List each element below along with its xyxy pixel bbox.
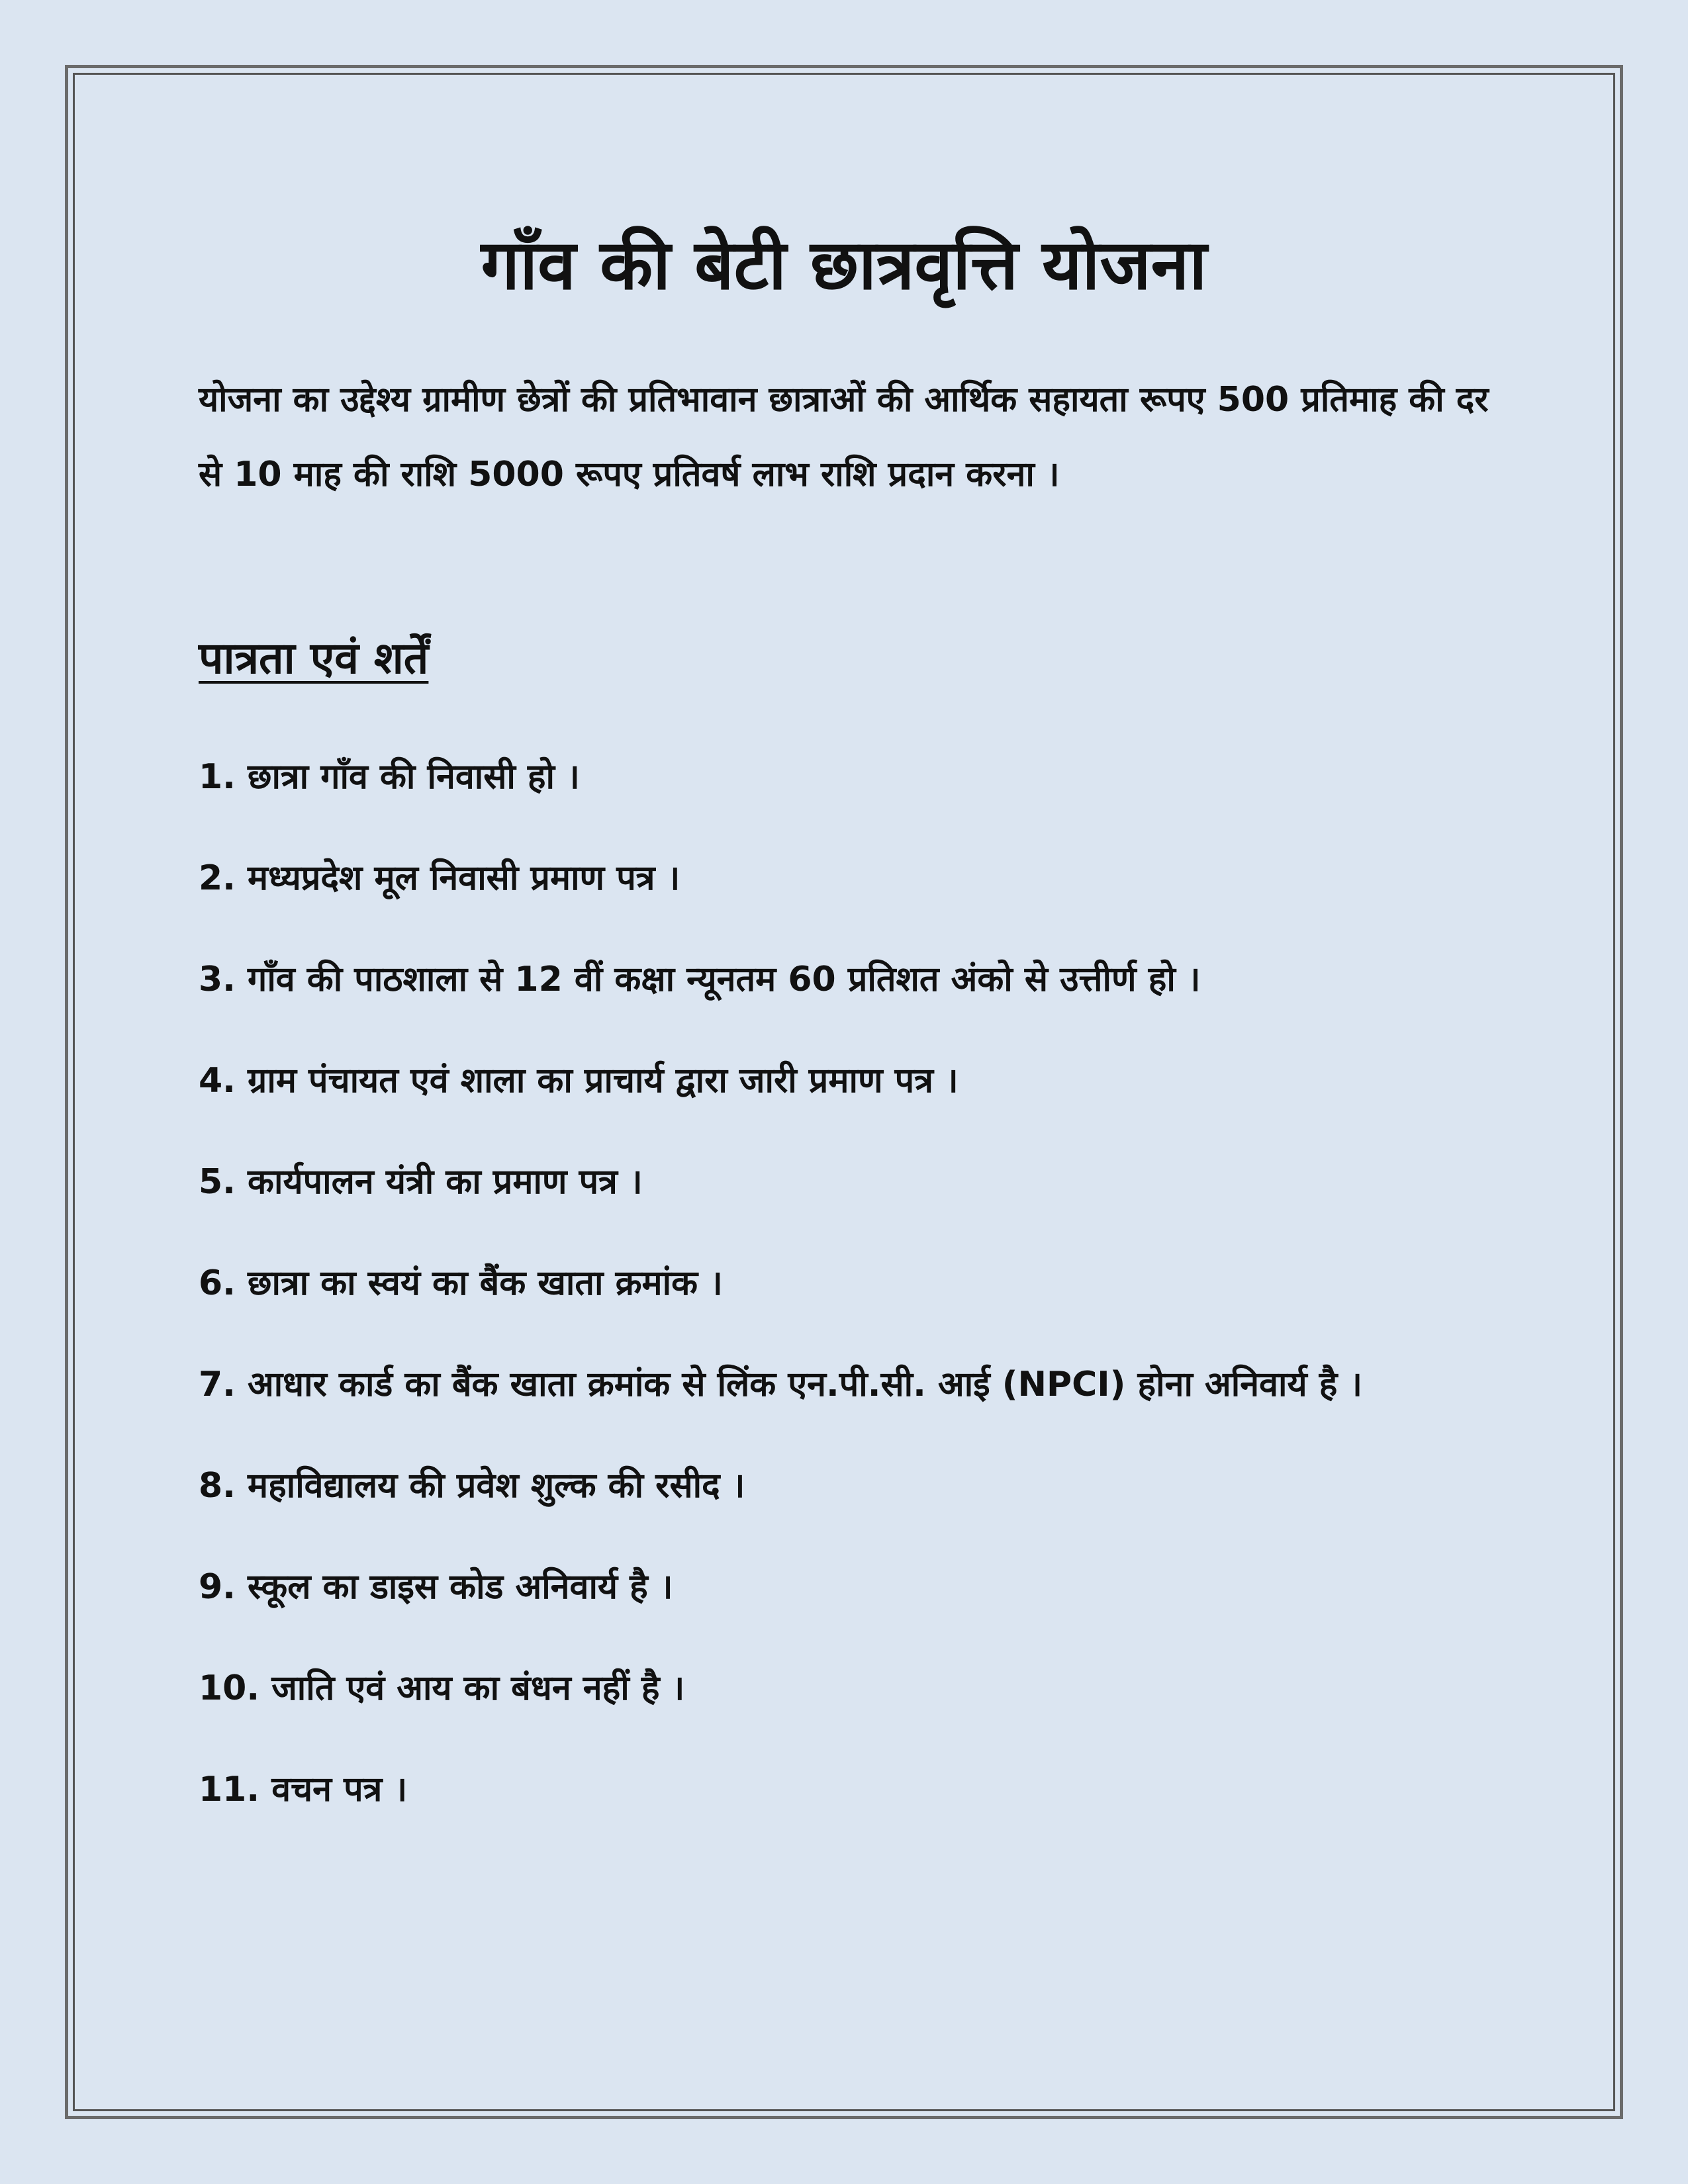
condition-item-11: 11. वचन पत्र । xyxy=(199,1770,408,1809)
condition-item-7: 7. आधार कार्ड का बैंक खाता क्रमांक से लिंक एन.पी.सी. आई (NPCI) होना अनिवार्य है । xyxy=(199,1365,1363,1404)
condition-item-2: 2. मध्यप्रदेश मूल निवासी प्रमाण पत्र । xyxy=(199,858,680,898)
condition-item-10: 10. जाति एवं आय का बंधन नहीं है । xyxy=(199,1668,685,1708)
condition-item-4: 4. ग्राम पंचायत एवं शाला का प्राचार्य द्वारा जारी प्रमाण पत्र । xyxy=(199,1061,959,1101)
intro-paragraph: योजना का उद्देश्य ग्रामीण छेत्रों की प्रतिभावान छात्राओं की आर्थिक सहायता रूपए 500 प्रतिमाह की दर से 10 माह की राशि 5000 रूपए प्रतिवर्ष लाभ राशि प्रदान करना । xyxy=(199,380,1489,494)
condition-item-1: 1. छात्रा गाँव की निवासी हो । xyxy=(199,757,580,797)
condition-item-9: 9. स्कूल का डाइस कोड अनिवार्य है । xyxy=(199,1567,673,1607)
conditions-list xyxy=(199,740,1523,1854)
condition-item-3: 3. गाँव की पाठशाला से 12 वीं कक्षा न्यूनतम 60 प्रतिशत अंको से उत्तीर्ण हो । xyxy=(199,960,1201,999)
condition-item-5: 5. कार्यपालन यंत्री का प्रमाण पत्र । xyxy=(199,1162,643,1202)
condition-item-6: 6. छात्रा का स्वयं का बैंक खाता क्रमांक । xyxy=(199,1263,723,1303)
document-title: गाँव की बेटी छात्रवृत्ति योजना xyxy=(481,224,1207,305)
eligibility-heading: पात्रता एवं शर्तें xyxy=(199,633,429,684)
condition-item-8: 8. महाविद्यालय की प्रवेश शुल्क की रसीद । xyxy=(199,1466,745,1506)
